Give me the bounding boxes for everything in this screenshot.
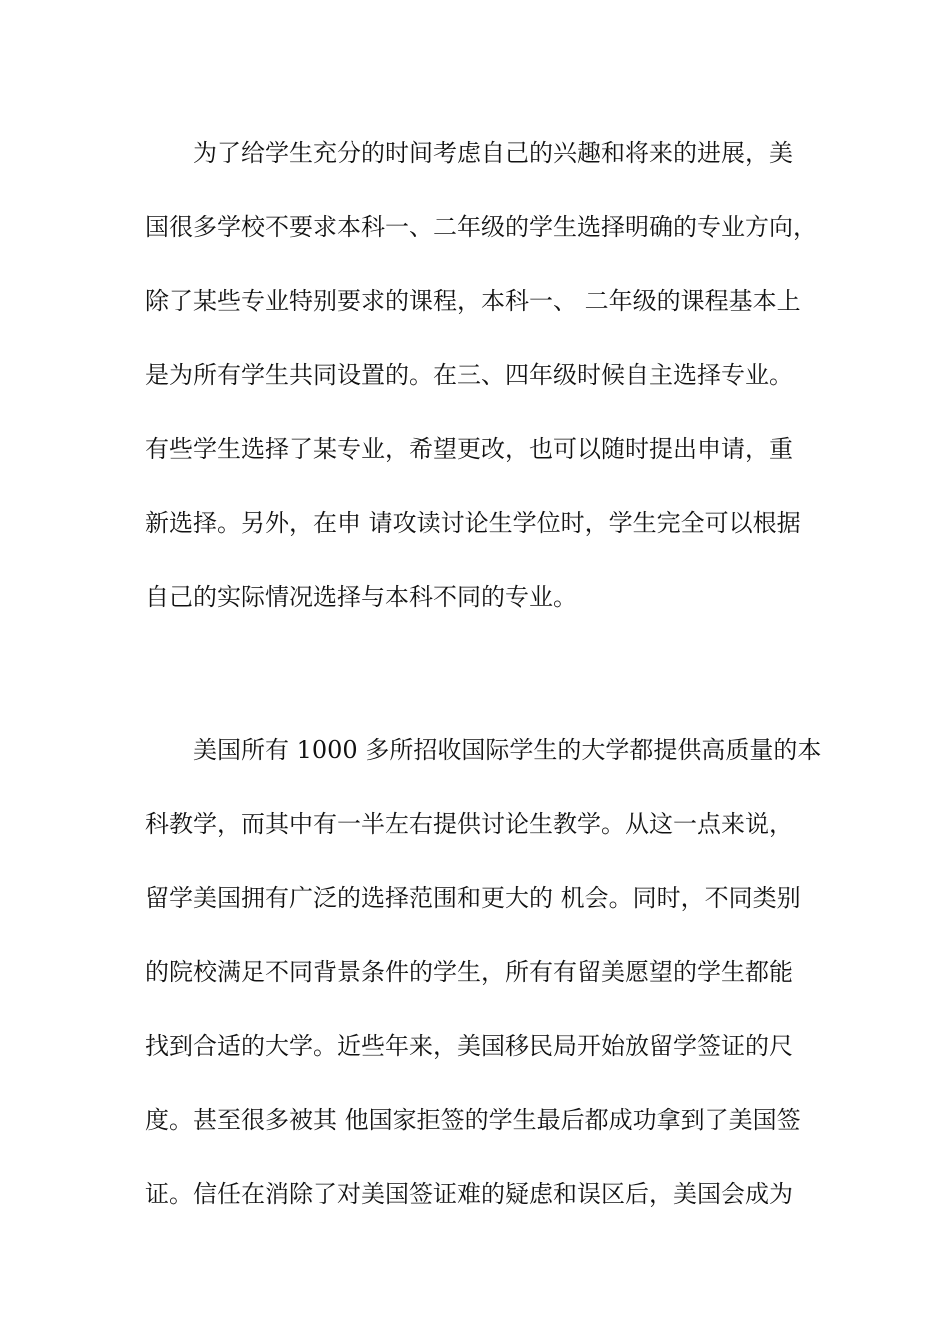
paragraph-line: 科教学，而其中有一半左右提供讨论生教学。从这一点来说，: [145, 810, 793, 838]
paragraph-line: 是为所有学生共同设置的。在三、四年级时候自主选择专业。: [145, 361, 793, 389]
paragraph-line: 除了某些专业特别要求的课程，本科一、 二年级的课程基本上: [145, 287, 801, 315]
paragraph-line: 有些学生选择了某专业，希望更改，也可以随时提出申请，重: [145, 435, 793, 463]
paragraph-line: 找到合适的大学。近些年来，美国移民局开始放留学签证的尺: [145, 1032, 793, 1060]
paragraph-line: 的院校满足不同背景条件的学生，所有有留美愿望的学生都能: [145, 958, 793, 986]
paragraph-line: 美国所有 1000 多所招收国际学生的大学都提供高质量的本: [193, 736, 822, 764]
paragraph-line: 证。信任在消除了对美国签证难的疑虑和误区后，美国会成为: [145, 1180, 793, 1208]
paragraph-line: 新选择。另外，在申 请攻读讨论生学位时，学生完全可以根据: [145, 509, 801, 537]
paragraph-line: 国很多学校不要求本科一、二年级的学生选择明确的专业方向，: [145, 213, 817, 241]
paragraph-line: 度。甚至很多被其 他国家拒签的学生最后都成功拿到了美国签: [145, 1106, 801, 1134]
paragraph-line: 为了给学生充分的时间考虑自己的兴趣和将来的进展，美: [193, 139, 793, 167]
paragraph-line: 自己的实际情况选择与本科不同的专业。: [145, 583, 577, 611]
paragraph-line: 留学美国拥有广泛的选择范围和更大的 机会。同时，不同类别: [145, 884, 801, 912]
